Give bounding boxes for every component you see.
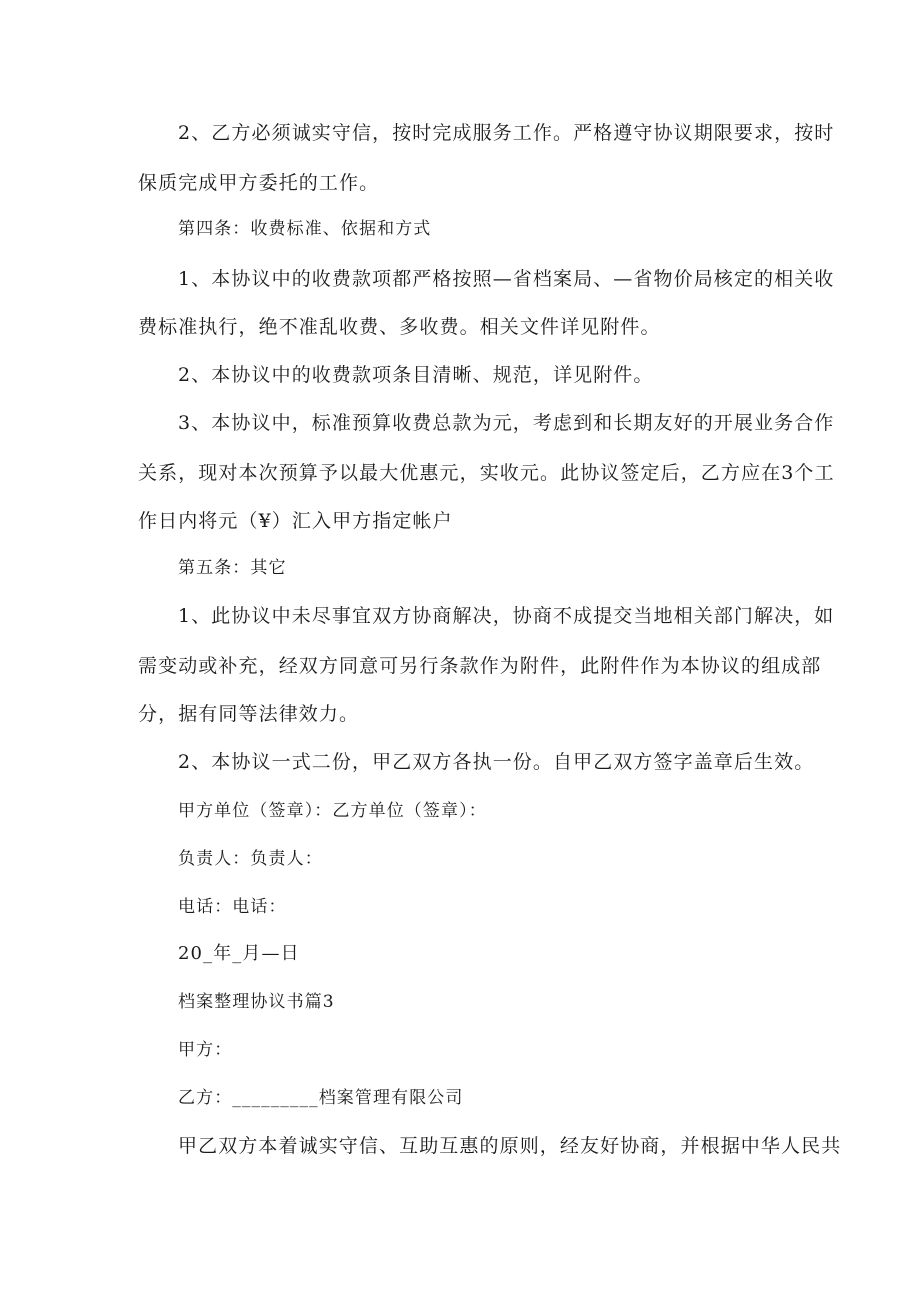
article-5-item-1-line-1: 1、此协议中未尽事宜双方协商解决，协商不成提交当地相关部门解决，如 bbox=[178, 605, 835, 627]
clause-3-item-2-line-1: 2、乙方必须诚实守信，按时完成服务工作。严格遵守协议期限要求，按时 bbox=[178, 122, 835, 144]
preamble-line-1: 甲乙双方本着诚实守信、互助互惠的原则，经友好协商，并根据中华人民共 bbox=[178, 1135, 842, 1157]
article-4-item-1-line-1: 1、本协议中的收费款项都严格按照—省档案局、—省物价局核定的相关收 bbox=[178, 268, 835, 290]
party-a: 甲方： bbox=[178, 1040, 233, 1060]
article-4-item-3-line-2: 关系，现对本次预算予以最大优惠元，实收元。此协议签定后，乙方应在3个工 bbox=[138, 462, 835, 484]
article-5-item-1-line-3: 分，据有同等法律效力。 bbox=[138, 703, 360, 725]
article-4-item-3-line-1: 3、本协议中，标准预算收费总款为元，考虑到和长期友好的开展业务合作 bbox=[178, 412, 835, 434]
article-5-item-2: 2、本协议一式二份，甲乙双方各执一份。自甲乙双方签字盖章后生效。 bbox=[178, 751, 815, 773]
article-4-heading: 第四条：收费标准、依据和方式 bbox=[178, 219, 432, 239]
article-5-heading: 第五条：其它 bbox=[178, 558, 287, 578]
signature-units: 甲方单位（签章）：乙方单位（签章）： bbox=[178, 801, 487, 821]
article-5-item-1-line-2: 需变动或补充，经双方同意可另行条款作为附件，此附件作为本协议的组成部 bbox=[138, 655, 822, 677]
signature-responsible: 负责人：负责人： bbox=[178, 849, 323, 869]
article-4-item-3-line-3: 作日内将元（¥）汇入甲方指定帐户 bbox=[138, 510, 453, 532]
section-title: 档案整理协议书篇3 bbox=[178, 992, 335, 1012]
party-b: 乙方：_________档案管理有限公司 bbox=[178, 1088, 464, 1108]
signature-phone: 电话：电话： bbox=[178, 897, 287, 917]
clause-3-item-2-line-2: 保质完成甲方委托的工作。 bbox=[138, 172, 380, 194]
article-4-item-2: 2、本协议中的收费款项条目清晰、规范，详见附件。 bbox=[178, 364, 654, 386]
signature-date: 20_年_月—日 bbox=[178, 943, 300, 964]
article-4-item-1-line-2: 费标准执行，绝不准乱收费、多收费。相关文件详见附件。 bbox=[138, 316, 661, 338]
